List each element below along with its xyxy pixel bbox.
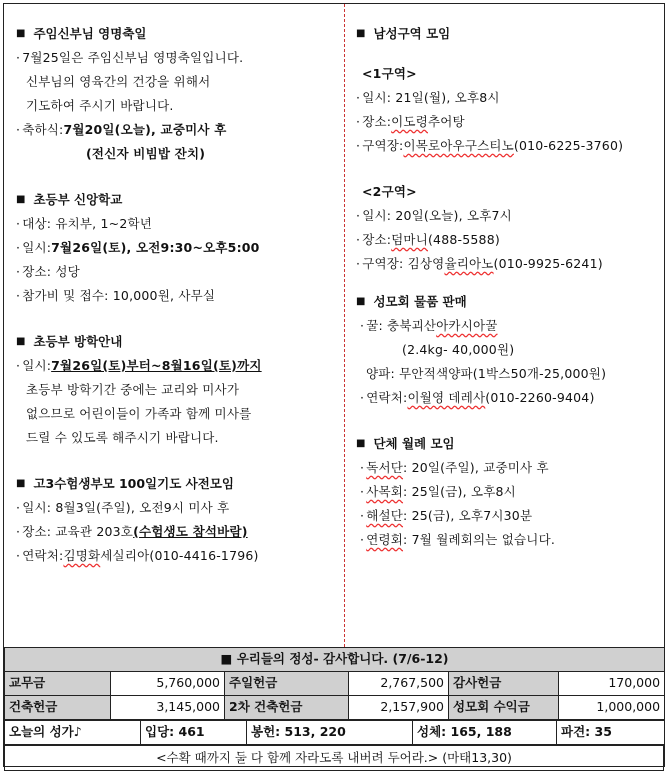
table-row: 건축헌금 3,145,000 2차 건축헌금 2,157,900 성모회 수익금 1,000,000 (5, 696, 665, 720)
hymn-label: 오늘의 성가♪ (5, 721, 141, 745)
right-column (356, 22, 661, 574)
verse-table (4, 745, 664, 771)
bottom-tables (4, 647, 664, 771)
column-divider (344, 4, 345, 647)
notice-mens-meeting: ■ 남성구역 모임 <1구역> · 일시: 21일(월), 오후8시 · 장소: 이도령 추어탕 · 구역장: 이목로아우구스티노 (010-6225-3760) <2구역> · 일시: 20일(오늘), 오후7시 · 장소: 덤마니 (488-5588) · 구역장: 김상영 율리아노 (010-9925-6241) (356, 22, 661, 276)
hymn-table (4, 720, 665, 745)
bible-verse: <수확 때까지 둘 다 함께 자라도록 내버려 두어라.> (마태13,30) (5, 746, 664, 771)
offering-title: ■ 우리들의 정성- 감사합니다. (7/6-12) (5, 648, 665, 672)
square-bullet-icon: ■ (356, 296, 366, 307)
square-bullet-icon: ■ (16, 28, 26, 39)
section-title: ■ 남성구역 모임 (356, 25, 451, 41)
square-bullet-icon: ■ (16, 336, 26, 347)
notice-vacation: ■ 초등부 방학안내 · 일시: 7월26일(토)부터~8월16일(토)까지 초등부 방학기간 중에는 교리와 미사가 없으므로 어린이들이 가족과 함께 미사를 드릴 수 있도록 해주시기 바랍니다. (16, 330, 338, 450)
section-title: ■ 초등부 방학안내 (16, 333, 123, 349)
bulletin-page (3, 3, 665, 767)
section-title: ■ 주임신부님 영명축일 (16, 25, 147, 41)
notice-faith-school: ■ 초등부 신앙학교 · 대상: 유치부, 1~2학년 · 일시: 7월26일(토), 오전9:30~오후5:00 · 장소: 성당 · 참가비 및 접수: 10,000원, 사무실 (16, 188, 338, 308)
square-bullet-icon: ■ (16, 194, 26, 205)
offering-table (4, 647, 665, 720)
notice-goods-sale: ■ 성모회 물품 판매 · 꿀: 충북괴산 아카시아꿀 (2.4kg- 40,000원) 양파: 무안적색양파(1박스50개-25,000원) · 연락처: 이월영 데레사 (010-2260-9404) (356, 290, 661, 410)
section-title: ■ 단체 월례 모임 (356, 435, 455, 451)
left-column (16, 22, 338, 590)
section-title: ■ 초등부 신앙학교 (16, 191, 123, 207)
square-bullet-icon: ■ (356, 28, 366, 39)
notice-exam-prayer: ■ 고3수험생부모 100일기도 사전모임 · 일시: 8월3일(주일), 오전9시 미사 후 · 장소: 교육관 203호 (수험생도 참석바람) · 연락처: 김명화 세실리아(010-4416-1796) (16, 472, 338, 568)
section-title: ■ 성모회 물품 판매 (356, 293, 467, 309)
square-bullet-icon: ■ (356, 438, 366, 449)
section-title: ■ 고3수험생부모 100일기도 사전모임 (16, 475, 234, 491)
notice-monthly-meetings: ■ 단체 월례 모임 · 독서단 : 20일(주일), 교중미사 후 · 사목회 : 25일(금), 오후8시 · 해설단 : 25(금), 오후7시30분 · 연령회 : 7월 월례회의는 없습니다. (356, 432, 661, 552)
table-row: 교무금 5,760,000 주일헌금 2,767,500 감사헌금 170,000 (5, 672, 665, 696)
square-bullet-icon: ■ (16, 478, 26, 489)
notice-pastor-feast: ■ 주임신부님 영명축일 · 7월25일은 주임신부님 영명축일입니다. 신부님의 영육간의 건강을 위해서 기도하여 주시기 바랍니다. · 축하식: 7월20일(오늘), 교중미사 후 (전신자 비빔밥 잔치) (16, 22, 338, 166)
table-row: 오늘의 성가♪ 입당: 461 봉헌: 513, 220 성체: 165, 188 파견: 35 (5, 721, 665, 745)
